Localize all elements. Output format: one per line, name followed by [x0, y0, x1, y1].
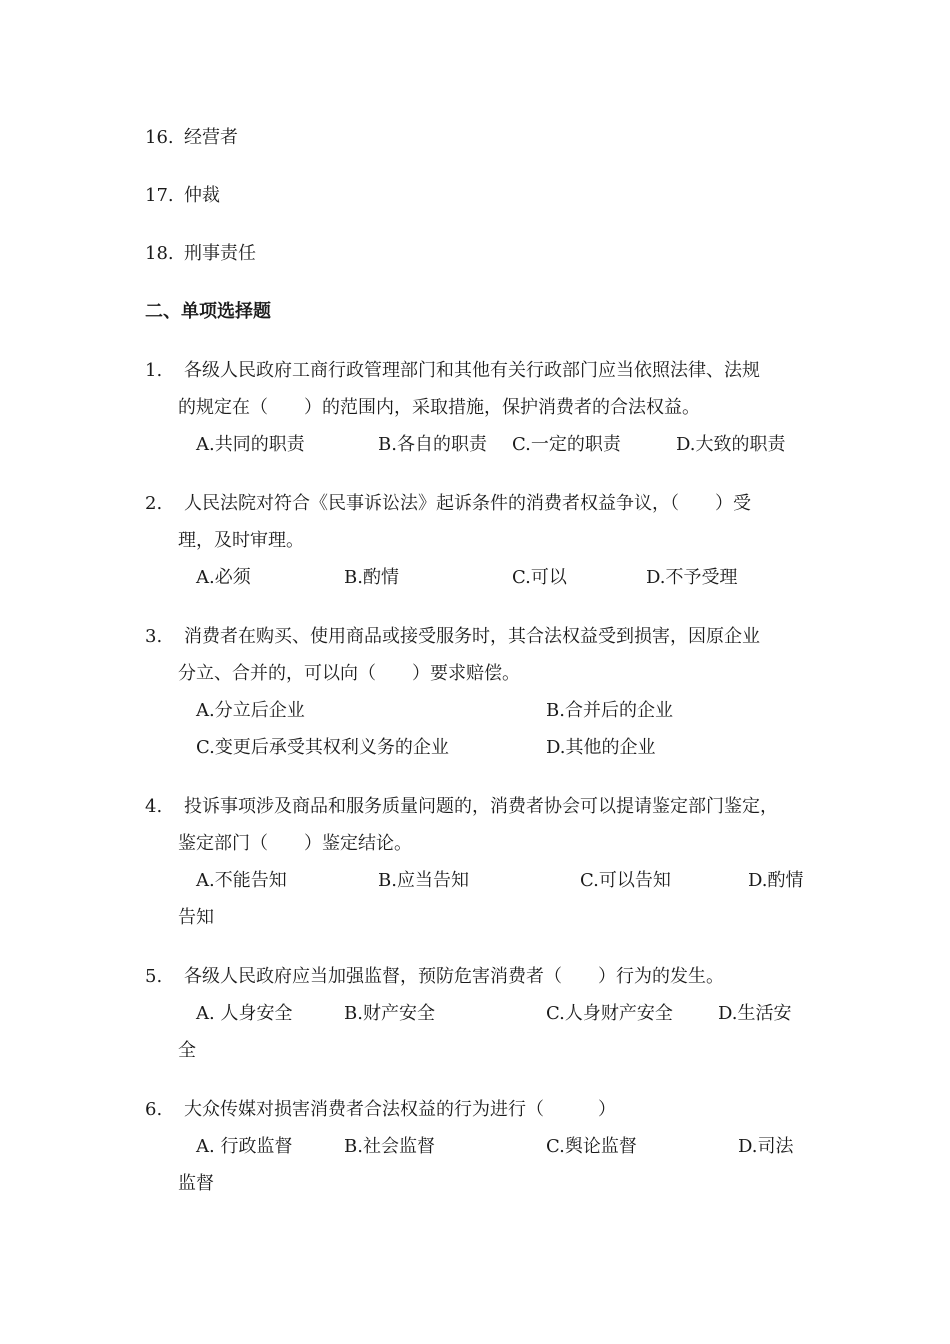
- term-text: 经营者: [184, 127, 238, 148]
- option-c: C.人身财产安全: [546, 1003, 673, 1024]
- question-line: 分立、合并的，可以向（ ）要求赔偿。: [178, 663, 520, 684]
- term-number: 17.: [145, 185, 174, 206]
- term-number: 18.: [145, 243, 174, 264]
- question-line: 各级人民政府工商行政管理部门和其他有关行政部门应当依照法律、法规: [184, 360, 760, 381]
- question-number: 2.: [145, 493, 163, 514]
- option-b: B.合并后的企业: [546, 700, 673, 721]
- option-d: D.酌情: [748, 870, 804, 891]
- option-c: C.一定的职责: [512, 434, 621, 455]
- option-wrap-text: 全: [178, 1040, 196, 1061]
- question-line: 人民法院对符合《民事诉讼法》起诉条件的消费者权益争议，（ ）受: [184, 493, 751, 514]
- question-number: 3.: [145, 626, 163, 647]
- question-line: 消费者在购买、使用商品或接受服务时，其合法权益受到损害，因原企业: [184, 626, 760, 647]
- option-d: D.生活安: [718, 1003, 792, 1024]
- option-a: A.必须: [196, 567, 251, 588]
- option-wrap-text: 告知: [178, 907, 214, 928]
- question-line: 大众传媒对损害消费者合法权益的行为进行（ ）: [184, 1099, 616, 1120]
- question-line: 各级人民政府应当加强监督，预防危害消费者（ ）行为的发生。: [184, 966, 724, 987]
- option-b: B.社会监督: [344, 1136, 435, 1157]
- option-c: C.可以告知: [580, 870, 671, 891]
- question-number: 1.: [145, 360, 163, 381]
- option-a: A. 人身安全: [196, 1003, 293, 1024]
- option-c: C.舆论监督: [546, 1136, 637, 1157]
- option-b: B.各自的职责: [378, 434, 487, 455]
- option-b: B.酌情: [344, 567, 399, 588]
- option-c: C.可以: [512, 567, 567, 588]
- option-b: B.财产安全: [344, 1003, 435, 1024]
- question-number: 6.: [145, 1099, 163, 1120]
- section-heading: 二、单项选择题: [145, 301, 271, 322]
- option-c: C.变更后承受其权利义务的企业: [196, 737, 449, 758]
- option-a: A.分立后企业: [196, 700, 305, 721]
- option-a: A. 行政监督: [196, 1136, 293, 1157]
- question-number: 5.: [145, 966, 163, 987]
- term-number: 16.: [145, 127, 174, 148]
- question-number: 4.: [145, 796, 163, 817]
- option-d: D.司法: [738, 1136, 794, 1157]
- option-b: B.应当告知: [378, 870, 469, 891]
- question-line: 投诉事项涉及商品和服务质量问题的，消费者协会可以提请鉴定部门鉴定，: [184, 796, 778, 817]
- option-d: D.其他的企业: [546, 737, 656, 758]
- option-a: A.不能告知: [196, 870, 287, 891]
- option-d: D.大致的职责: [676, 434, 786, 455]
- question-line: 的规定在（ ）的范围内，采取措施，保护消费者的合法权益。: [178, 397, 700, 418]
- question-line: 鉴定部门（ ）鉴定结论。: [178, 833, 412, 854]
- option-d: D.不予受理: [646, 567, 738, 588]
- option-wrap-text: 监督: [178, 1173, 214, 1194]
- term-text: 仲裁: [184, 185, 220, 206]
- term-text: 刑事责任: [184, 243, 256, 264]
- question-line: 理，及时审理。: [178, 530, 304, 551]
- option-a: A.共同的职责: [196, 434, 305, 455]
